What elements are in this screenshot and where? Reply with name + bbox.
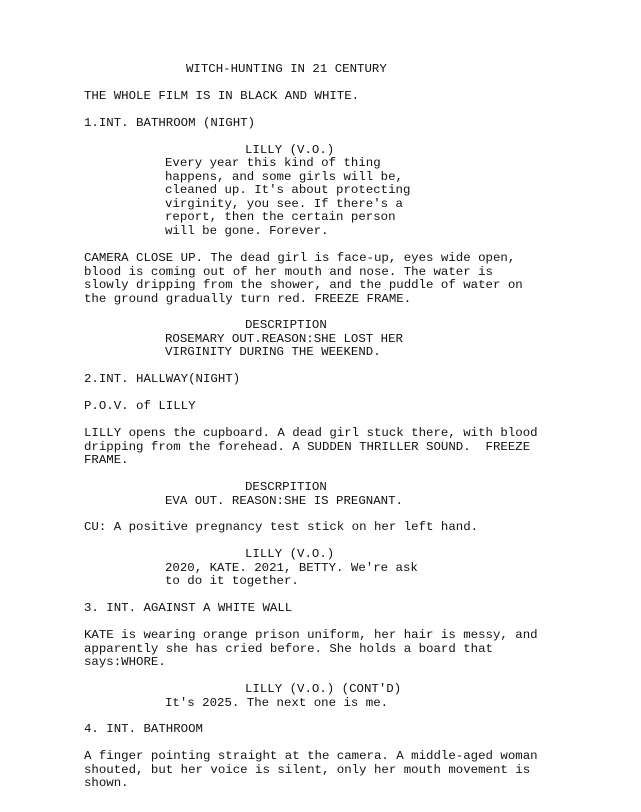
- action-line: the ground gradually turn red. FREEZE FRAME.: [84, 291, 412, 306]
- character-cue-3: LILLY (V.O.) (CONT'D): [245, 682, 402, 696]
- action-line: dripping from the forehead. A SUDDEN THRILLER SOUND. FREEZE: [84, 439, 531, 454]
- dialogue-line: Every year this kind of thing: [165, 156, 381, 170]
- dialogue-line: It's 2025. The next one is me.: [165, 695, 389, 710]
- action-line: apparently she has cried before. She holds a board that: [84, 641, 493, 656]
- action-line: blood is coming out of her mouth and nose. The water is: [84, 264, 493, 279]
- pov-line: P.O.V. of LILLY: [84, 399, 196, 413]
- intro-note: THE WHOLE FILM IS IN BLACK AND WHITE.: [84, 89, 360, 103]
- dialogue-line: to do it together.: [165, 574, 299, 588]
- dialogue-line: virginity, you see. If there's a: [165, 196, 403, 211]
- action-line: A finger pointing straight at the camera. A middle-aged woman: [84, 749, 538, 763]
- action-line: shouted, but her voice is silent, only her mouth movement is: [84, 762, 531, 777]
- scene-heading-1: 1.INT. BATHROOM (NIGHT): [84, 116, 256, 130]
- description-heading-1: DESCRIPTION: [245, 318, 327, 332]
- description-line: ROSEMARY OUT.REASON:SHE LOST HER: [165, 331, 403, 346]
- character-cue-1: LILLY (V.O.): [245, 143, 335, 157]
- scene-heading-3: 3. INT. AGAINST A WHITE WALL: [84, 601, 293, 615]
- scene-heading-4: 4. INT. BATHROOM: [84, 722, 203, 736]
- description-line: VIRGINITY DURING THE WEEKEND.: [165, 345, 381, 359]
- dialogue-line: will be gone. Forever.: [165, 223, 329, 238]
- dialogue-line: report, then the certain person: [165, 210, 396, 224]
- action-line: slowly dripping from the shower, and the puddle of water on: [84, 278, 523, 292]
- action-line: CAMERA CLOSE UP. The dead girl is face-up, eyes wide open,: [84, 251, 516, 265]
- close-up-line: CU: A positive pregnancy test stick on her left hand.: [84, 520, 479, 534]
- description-line: EVA OUT. REASON:SHE IS PREGNANT.: [165, 493, 403, 508]
- dialogue-line: happens, and some girls will be,: [165, 169, 403, 184]
- dialogue-line: 2020, KATE. 2021, BETTY. We're ask: [165, 560, 418, 575]
- action-line: FRAME.: [84, 453, 129, 467]
- character-cue-2: LILLY (V.O.): [245, 547, 335, 561]
- action-line: says:WHORE.: [84, 655, 166, 669]
- action-line: KATE is wearing orange prison uniform, her hair is messy, and: [84, 628, 538, 642]
- screenplay-title: WITCH-HUNTING IN 21 CENTURY: [186, 62, 387, 76]
- description-heading-2: DESCRPITION: [245, 480, 327, 494]
- action-line: LILLY opens the cupboard. A dead girl stuck there, with blood: [84, 426, 538, 440]
- scene-heading-2: 2.INT. HALLWAY(NIGHT): [84, 372, 241, 386]
- action-line: shown.: [84, 776, 129, 790]
- dialogue-line: cleaned up. It's about protecting: [165, 183, 411, 197]
